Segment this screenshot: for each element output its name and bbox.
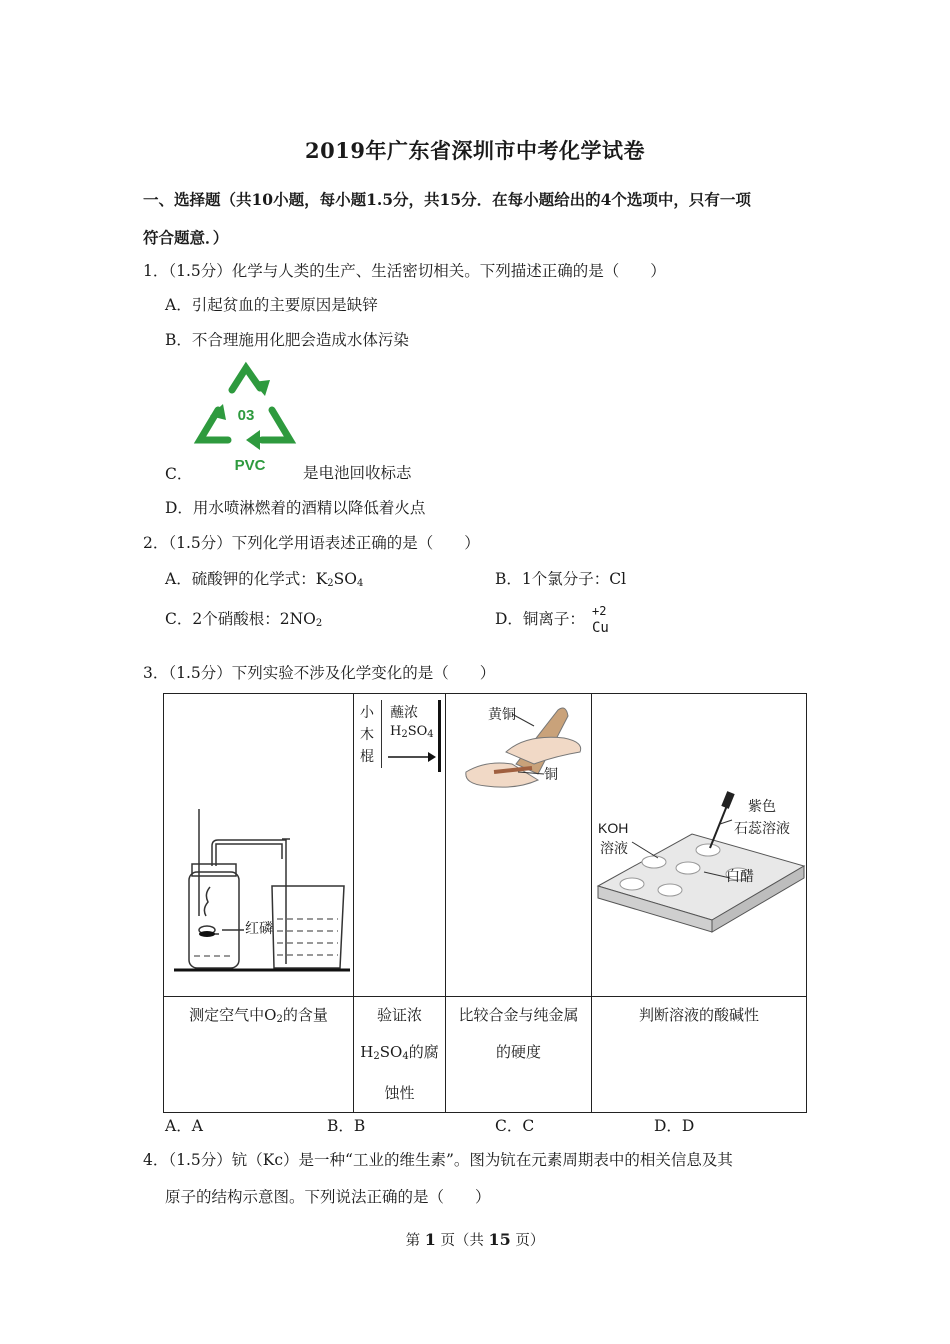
label-vinegar: 白醋 [726,869,754,885]
q1-option-a: A．引起贫血的主要原因是缺锌 [165,296,378,314]
caption-verify-acid: 验证浓 $H_2SO_4$的腐 蚀性 [354,997,446,1113]
q2-cu-symbol: Cu [592,620,609,636]
q1-option-c-label: C． [165,465,193,483]
q3-stem: 3．（1.5分）下列实验不涉及化学变化的是（ ） [143,664,496,682]
q1-option-c-text: 是电池回收标志 [303,464,412,482]
arrow-icon [384,746,440,768]
fig-alloy-cell [446,694,592,997]
fig-acidity-cell [592,694,807,997]
recycle-code: PVC [234,457,266,474]
recycle-number: 03 [237,407,255,424]
page-footer: 第 1 页（共 15 页） [405,1230,545,1249]
label-copper: 铜 [544,767,558,783]
caption-judge-acidity: 判断溶液的酸碱性 [592,997,807,1113]
q3-option-a: A．A [165,1117,203,1135]
label-h2so4: $H_2SO_4$ [390,724,434,740]
label-xiao: 小 [360,705,374,721]
q4-stem-line1: 4．（1.5分）钪（Kc）是一种“工业的维生素”。图为钪在元素周期表中的相关信息及其 [143,1151,733,1169]
page-total: 15 [488,1230,511,1249]
q2-option-b: B．1个氯分子：Cl [495,570,627,588]
label-red-phosphorus: 红磷 [245,921,273,937]
q3-option-b: B．B [327,1117,366,1135]
q2-charge: +2 [592,604,607,618]
label-mu: 木 [360,727,374,743]
label-purple: 紫色 [748,799,776,815]
section-heading-line1: 一、选择题（共10小题，每小题1.5分，共15分．在每小题给出的4个选项中，只有一项 [143,190,751,209]
label-dip-conc: 蘸浓 [390,705,418,721]
section-heading-line2: 符合题意．） [143,228,229,247]
fig-phosphorus-cell [164,694,354,997]
phosphorus-apparatus-icon [164,694,353,996]
q3-option-d: D．D [654,1117,695,1135]
q2-stem: 2．（1.5分）下列化学用语表述正确的是（ ） [143,534,480,552]
label-litmus: 石蕊溶液 [734,821,790,837]
recycle-symbol-icon [190,360,302,480]
q1-option-d: D．用水喷淋燃着的酒精以降低着火点 [165,499,426,517]
q2-option-a: A．硫酸钾的化学式：$K_2SO_4$ [165,570,364,589]
label-solution: 溶液 [600,841,628,857]
page-number: 1 [424,1230,436,1249]
q2-option-c: C．2个硝酸根：$2NO_2$ [165,610,323,629]
page-title: 2019年广东省深圳市中考化学试卷 [305,138,645,163]
label-brass: 黄铜 [488,707,516,723]
alloy-scratch-icon [446,694,591,804]
fig-acid-cell [354,694,446,997]
q1-stem: 1．（1.5分）化学与人类的生产、生活密切相关。下列描述正确的是（ ） [143,262,666,280]
experiment-table [163,693,807,1113]
caption-measure-oxygen: 测定空气中$O_2$的含量 [164,997,354,1113]
caption-compare-hardness: 比较合金与纯金属 的硬度 [446,997,592,1113]
q2-option-d: D．铜离子： [495,610,585,628]
q1-option-b: B．不合理施用化肥会造成水体污染 [165,331,409,349]
label-koh: KOH [598,820,629,836]
q3-option-c: C．C [495,1117,535,1135]
label-gun: 棍 [360,749,374,765]
q4-stem-line2: 原子的结构示意图。下列说法正确的是（ ） [165,1188,491,1206]
